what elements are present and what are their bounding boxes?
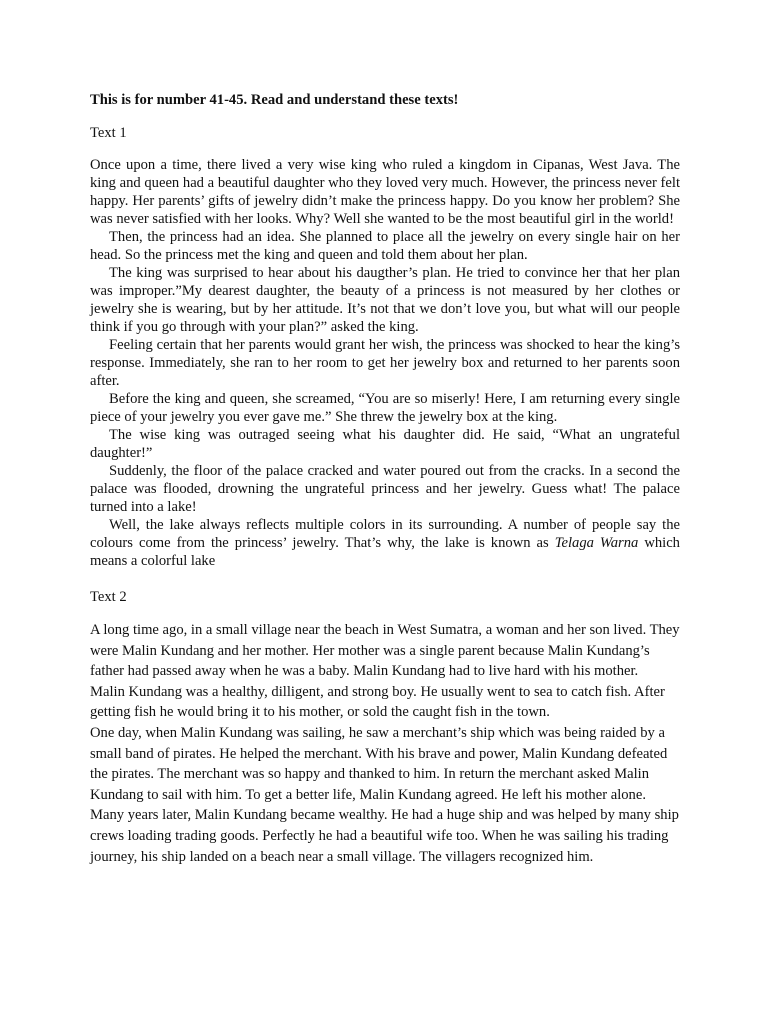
text2-paragraph: One day, when Malin Kundang was sailing, he saw a merchant’s ship which was being raided by a small band of pirates. He helped the merchant. With his brave and power, Malin Kundang defeated the pirates. The merchant was so happy and thanked to him. In return the merchant asked Malin Kundang to sail with him. To get a better life, Malin Kundang agreed. He left his mother alone.: [90, 724, 668, 803]
text2-paragraph: Many years later, Malin Kundang became wealthy. He had a huge ship and was helped by many ship crews loading trading goods. Perfectly he had a beautiful wife too. When he was sailing his trading journey, his ship landed on a beach near a small village. The villagers recognized him.: [90, 807, 679, 865]
text2-body: [90, 620, 680, 867]
text1-paragraph: Then, the princess had an idea. She planned to place all the jewelry on every single hair on her head. So the princess met the king and queen and told them about her plan.: [90, 229, 680, 263]
text1-paragraph: Before the king and queen, she screamed, “You are so miserly! Here, I am returning every single piece of your jewelry you ever gave me.” She threw the jewelry box at the king.: [90, 391, 680, 425]
text1-paragraph: Feeling certain that her parents would grant her wish, the princess was shocked to hear the king’s response. Immediately, she ran to her room to get her jewelry box and returned to her parents soon after.: [90, 337, 680, 389]
text2-label: Text 2: [90, 589, 127, 605]
text1-body: [90, 156, 680, 570]
telaga-warna-term: Telaga Warna: [554, 535, 639, 551]
document-page: [90, 90, 680, 867]
text1-paragraph: The wise king was outraged seeing what his daughter did. He said, “What an ungrateful daughter!”: [90, 427, 680, 461]
text1-last-paragraph: [90, 516, 680, 570]
instruction-heading: This is for number 41-45. Read and understand these texts!: [90, 92, 459, 108]
text1-last-text: Well, the lake always reflects multiple colors in its surrounding. A number of people say the colours come from the princess’ jewelry. That’s why, the lake is known as: [90, 517, 680, 551]
text1-last-text-end: which means a colorful lake: [90, 535, 680, 569]
text1-paragraph: Once upon a time, there lived a very wise king who ruled a kingdom in Cipanas, West Java. The king and queen had a beautiful daughter who they loved very much. However, the princess never felt happy. Her parents’ gifts of jewelry didn’t make the princess happy. Do you know her problem? She was never satisfied with her looks. Why? Well she wanted to be the most beautiful girl in the world!: [90, 157, 680, 227]
text2-paragraph: Malin Kundang was a healthy, dilligent, and strong boy. He usually went to sea to catch fish. After getting fish he would bring it to his mother, or sold the caught fish in the town.: [90, 683, 665, 721]
text2-paragraph: A long time ago, in a small village near the beach in West Sumatra, a woman and her son lived. They were Malin Kundang and her mother. Her mother was a single parent because Malin Kundang’s father had passed away when he was a baby. Malin Kundang had to live hard with his mother.: [90, 622, 680, 680]
text1-paragraph: The king was surprised to hear about his daugther’s plan. He tried to convince her that her plan was improper.”My dearest daughter, the beauty of a princess is not measured by her clothes or jewelry she is wearing, but by her attitude. It’s not that we don’t love you, but what will our people think if you go through with your plan?” asked the king.: [90, 265, 680, 335]
text1-label: Text 1: [90, 125, 127, 141]
text1-paragraph: Suddenly, the floor of the palace cracked and water poured out from the cracks. In a second the palace was flooded, drowning the ungrateful princess and her jewelry. Guess what! The palace turned into a lake!: [90, 463, 680, 515]
